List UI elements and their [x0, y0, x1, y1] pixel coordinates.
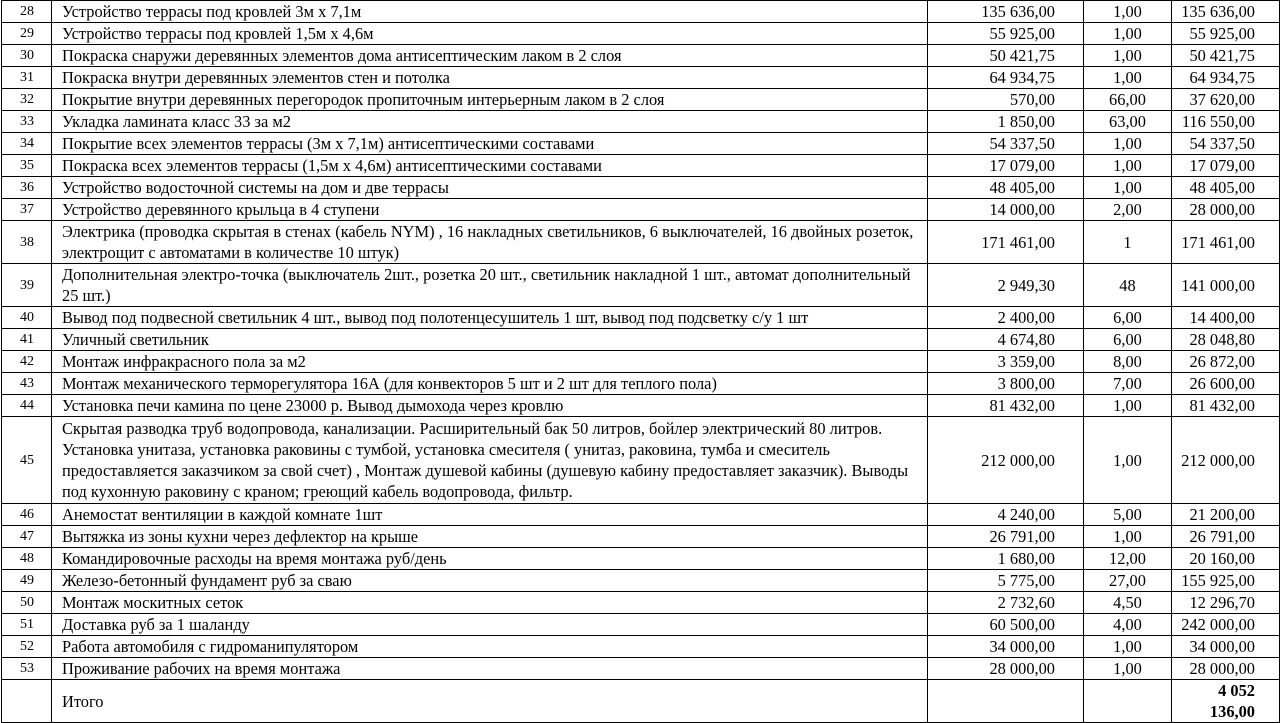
row-unit-price: 81 432,00 — [928, 395, 1084, 417]
row-number: 47 — [2, 526, 52, 548]
row-quantity: 2,00 — [1084, 199, 1172, 221]
row-description: Работа автомобиля с гидроманипулятором — [52, 636, 928, 658]
row-amount: 54 337,50 — [1172, 133, 1280, 155]
row-amount: 26 600,00 — [1172, 373, 1280, 395]
row-amount: 55 925,00 — [1172, 23, 1280, 45]
row-unit-price: 14 000,00 — [928, 199, 1084, 221]
row-quantity: 48 — [1084, 264, 1172, 307]
row-quantity: 1,00 — [1084, 526, 1172, 548]
row-description: Укладка ламината класс 33 за м2 — [52, 111, 928, 133]
row-number: 39 — [2, 264, 52, 307]
row-quantity: 7,00 — [1084, 373, 1172, 395]
row-amount: 242 000,00 — [1172, 614, 1280, 636]
row-description: Покраска снаружи деревянных элементов дома антисептическим лаком в 2 слоя — [52, 45, 928, 67]
row-quantity: 6,00 — [1084, 329, 1172, 351]
row-description: Установка печи камина по цене 23000 р. Вывод дымохода через кровлю — [52, 395, 928, 417]
table-row — [2, 329, 1280, 351]
row-description: Устройство террасы под кровлей 3м х 7,1м — [52, 1, 928, 23]
row-description: Проживание рабочих на время монтажа — [52, 658, 928, 680]
table-row — [2, 504, 1280, 526]
row-unit-price: 4 240,00 — [928, 504, 1084, 526]
row-quantity: 5,00 — [1084, 504, 1172, 526]
row-description: Электрика (проводка скрытая в стенах (кабель NYM) , 16 накладных светильников, 6 выключателей, 16 двойных розеток, электрощит с автоматами в количестве 10 штук) — [52, 221, 928, 264]
row-number: 51 — [2, 614, 52, 636]
row-unit-price: 1 850,00 — [928, 111, 1084, 133]
row-unit-price: 2 732,60 — [928, 592, 1084, 614]
row-description: Устройство водосточной системы на дом и две террасы — [52, 177, 928, 199]
row-unit-price: 2 400,00 — [928, 307, 1084, 329]
row-amount: 135 636,00 — [1172, 1, 1280, 23]
row-number: 35 — [2, 155, 52, 177]
row-quantity: 1,00 — [1084, 155, 1172, 177]
row-quantity: 1,00 — [1084, 417, 1172, 504]
total-amount: 4 052 136,00 — [1172, 680, 1280, 723]
row-number: 38 — [2, 221, 52, 264]
row-unit-price: 5 775,00 — [928, 570, 1084, 592]
row-quantity: 66,00 — [1084, 89, 1172, 111]
row-quantity: 1,00 — [1084, 177, 1172, 199]
row-amount: 50 421,75 — [1172, 45, 1280, 67]
row-amount: 48 405,00 — [1172, 177, 1280, 199]
row-unit-price: 28 000,00 — [928, 658, 1084, 680]
row-unit-price: 135 636,00 — [928, 1, 1084, 23]
row-number: 32 — [2, 89, 52, 111]
row-description: Командировочные расходы на время монтажа руб/день — [52, 548, 928, 570]
row-unit-price: 55 925,00 — [928, 23, 1084, 45]
row-quantity: 63,00 — [1084, 111, 1172, 133]
table-row — [2, 592, 1280, 614]
table-row — [2, 307, 1280, 329]
row-quantity: 1,00 — [1084, 45, 1172, 67]
row-number: 52 — [2, 636, 52, 658]
row-amount: 28 000,00 — [1172, 199, 1280, 221]
row-number: 53 — [2, 658, 52, 680]
row-quantity: 4,50 — [1084, 592, 1172, 614]
row-amount: 155 925,00 — [1172, 570, 1280, 592]
row-quantity: 1,00 — [1084, 133, 1172, 155]
table-row — [2, 89, 1280, 111]
row-number: 41 — [2, 329, 52, 351]
row-unit-price: 570,00 — [928, 89, 1084, 111]
row-amount: 81 432,00 — [1172, 395, 1280, 417]
table-row — [2, 526, 1280, 548]
row-number: 43 — [2, 373, 52, 395]
row-description: Покраска всех элементов террасы (1,5м х 4,6м) антисептическими составами — [52, 155, 928, 177]
row-quantity: 1,00 — [1084, 395, 1172, 417]
row-amount: 14 400,00 — [1172, 307, 1280, 329]
table-row — [2, 351, 1280, 373]
row-unit-price: 64 934,75 — [928, 67, 1084, 89]
table-row — [2, 658, 1280, 680]
row-quantity: 1,00 — [1084, 23, 1172, 45]
row-amount: 212 000,00 — [1172, 417, 1280, 504]
row-number: 29 — [2, 23, 52, 45]
row-quantity: 6,00 — [1084, 307, 1172, 329]
table-row — [2, 636, 1280, 658]
row-description: Покраска внутри деревянных элементов стен и потолка — [52, 67, 928, 89]
row-amount: 26 791,00 — [1172, 526, 1280, 548]
row-quantity: 8,00 — [1084, 351, 1172, 373]
row-amount: 20 160,00 — [1172, 548, 1280, 570]
row-description: Железо-бетонный фундамент руб за сваю — [52, 570, 928, 592]
row-unit-price: 60 500,00 — [928, 614, 1084, 636]
row-number: 50 — [2, 592, 52, 614]
estimate-table — [1, 0, 1280, 723]
row-quantity: 1 — [1084, 221, 1172, 264]
row-amount: 21 200,00 — [1172, 504, 1280, 526]
row-number: 36 — [2, 177, 52, 199]
row-unit-price: 17 079,00 — [928, 155, 1084, 177]
row-unit-price: 3 359,00 — [928, 351, 1084, 373]
row-number: 33 — [2, 111, 52, 133]
row-description: Покрытие внутри деревянных перегородок пропиточным интерьерным лаком в 2 слоя — [52, 89, 928, 111]
row-unit-price: 1 680,00 — [928, 548, 1084, 570]
table-row — [2, 548, 1280, 570]
table-row — [2, 45, 1280, 67]
row-unit-price: 48 405,00 — [928, 177, 1084, 199]
row-number: 44 — [2, 395, 52, 417]
row-quantity: 4,00 — [1084, 614, 1172, 636]
table-row — [2, 614, 1280, 636]
row-unit-price: 3 800,00 — [928, 373, 1084, 395]
row-description: Уличный светильник — [52, 329, 928, 351]
row-quantity: 27,00 — [1084, 570, 1172, 592]
table-row — [2, 67, 1280, 89]
row-amount: 171 461,00 — [1172, 221, 1280, 264]
row-number: 31 — [2, 67, 52, 89]
row-quantity: 12,00 — [1084, 548, 1172, 570]
row-quantity: 1,00 — [1084, 636, 1172, 658]
table-row — [2, 23, 1280, 45]
row-number: 42 — [2, 351, 52, 373]
table-row — [2, 133, 1280, 155]
row-number: 45 — [2, 417, 52, 504]
row-description: Дополнительная электро-точка (выключатель 2шт., розетка 20 шт., светильник накладной 1 шт., автомат дополнительный 25 шт.) — [52, 264, 928, 307]
row-number: 48 — [2, 548, 52, 570]
row-description: Устройство террасы под кровлей 1,5м х 4,6м — [52, 23, 928, 45]
row-amount: 28 000,00 — [1172, 658, 1280, 680]
row-unit-price: 50 421,75 — [928, 45, 1084, 67]
row-amount: 34 000,00 — [1172, 636, 1280, 658]
table-row — [2, 177, 1280, 199]
row-quantity: 1,00 — [1084, 1, 1172, 23]
total-empty-cell — [1084, 680, 1172, 723]
row-number: 30 — [2, 45, 52, 67]
row-amount: 116 550,00 — [1172, 111, 1280, 133]
row-description: Покрытие всех элементов террасы (3м х 7,1м) антисептическими составами — [52, 133, 928, 155]
total-row — [2, 680, 1280, 723]
row-number: 49 — [2, 570, 52, 592]
row-amount: 141 000,00 — [1172, 264, 1280, 307]
row-unit-price: 212 000,00 — [928, 417, 1084, 504]
row-number: 40 — [2, 307, 52, 329]
total-number-cell — [2, 680, 52, 723]
row-unit-price: 34 000,00 — [928, 636, 1084, 658]
table-row — [2, 1, 1280, 23]
row-number: 28 — [2, 1, 52, 23]
total-label: Итого — [52, 680, 928, 723]
row-description: Доставка руб за 1 шаланду — [52, 614, 928, 636]
row-description: Анемостат вентиляции в каждой комнате 1шт — [52, 504, 928, 526]
table-row — [2, 221, 1280, 264]
row-amount: 37 620,00 — [1172, 89, 1280, 111]
estimate-table-body — [2, 0, 1280, 723]
row-description: Монтаж механического терморегулятора 16А (для конвекторов 5 шт и 2 шт для теплого пола) — [52, 373, 928, 395]
row-number: 37 — [2, 199, 52, 221]
table-row — [2, 417, 1280, 504]
row-description: Вывод под подвесной светильник 4 шт., вывод под полотенцесушитель 1 шт, вывод под подсветку с/у 1 шт — [52, 307, 928, 329]
row-unit-price: 171 461,00 — [928, 221, 1084, 264]
row-amount: 12 296,70 — [1172, 592, 1280, 614]
table-row — [2, 155, 1280, 177]
table-row — [2, 570, 1280, 592]
table-row — [2, 373, 1280, 395]
row-description: Устройство деревянного крыльца в 4 ступени — [52, 199, 928, 221]
row-description: Вытяжка из зоны кухни через дефлектор на крыше — [52, 526, 928, 548]
row-unit-price: 26 791,00 — [928, 526, 1084, 548]
row-description: Монтаж инфракрасного пола за м2 — [52, 351, 928, 373]
row-quantity: 1,00 — [1084, 658, 1172, 680]
row-description: Монтаж москитных сеток — [52, 592, 928, 614]
row-number: 46 — [2, 504, 52, 526]
table-row — [2, 395, 1280, 417]
table-row — [2, 264, 1280, 307]
row-unit-price: 54 337,50 — [928, 133, 1084, 155]
row-amount: 28 048,80 — [1172, 329, 1280, 351]
table-row — [2, 199, 1280, 221]
table-row — [2, 111, 1280, 133]
row-amount: 64 934,75 — [1172, 67, 1280, 89]
row-quantity: 1,00 — [1084, 67, 1172, 89]
total-empty-cell — [928, 680, 1084, 723]
row-description: Скрытая разводка труб водопровода, канализации. Расширительный бак 50 литров, бойлер электрический 80 литров. Установка унитаза, установка раковины с тумбой, установка смесителя ( унитаз, раковина, тумба и смеситель предоставляется заказчиком за свой счет) , Монтаж душевой кабины (душевую кабину предоставляет заказчик). Выводы под кухонную раковину с краном; греющий кабель водопровода, фильтр. — [52, 417, 928, 504]
row-unit-price: 4 674,80 — [928, 329, 1084, 351]
row-unit-price: 2 949,30 — [928, 264, 1084, 307]
row-amount: 26 872,00 — [1172, 351, 1280, 373]
row-amount: 17 079,00 — [1172, 155, 1280, 177]
row-number: 34 — [2, 133, 52, 155]
